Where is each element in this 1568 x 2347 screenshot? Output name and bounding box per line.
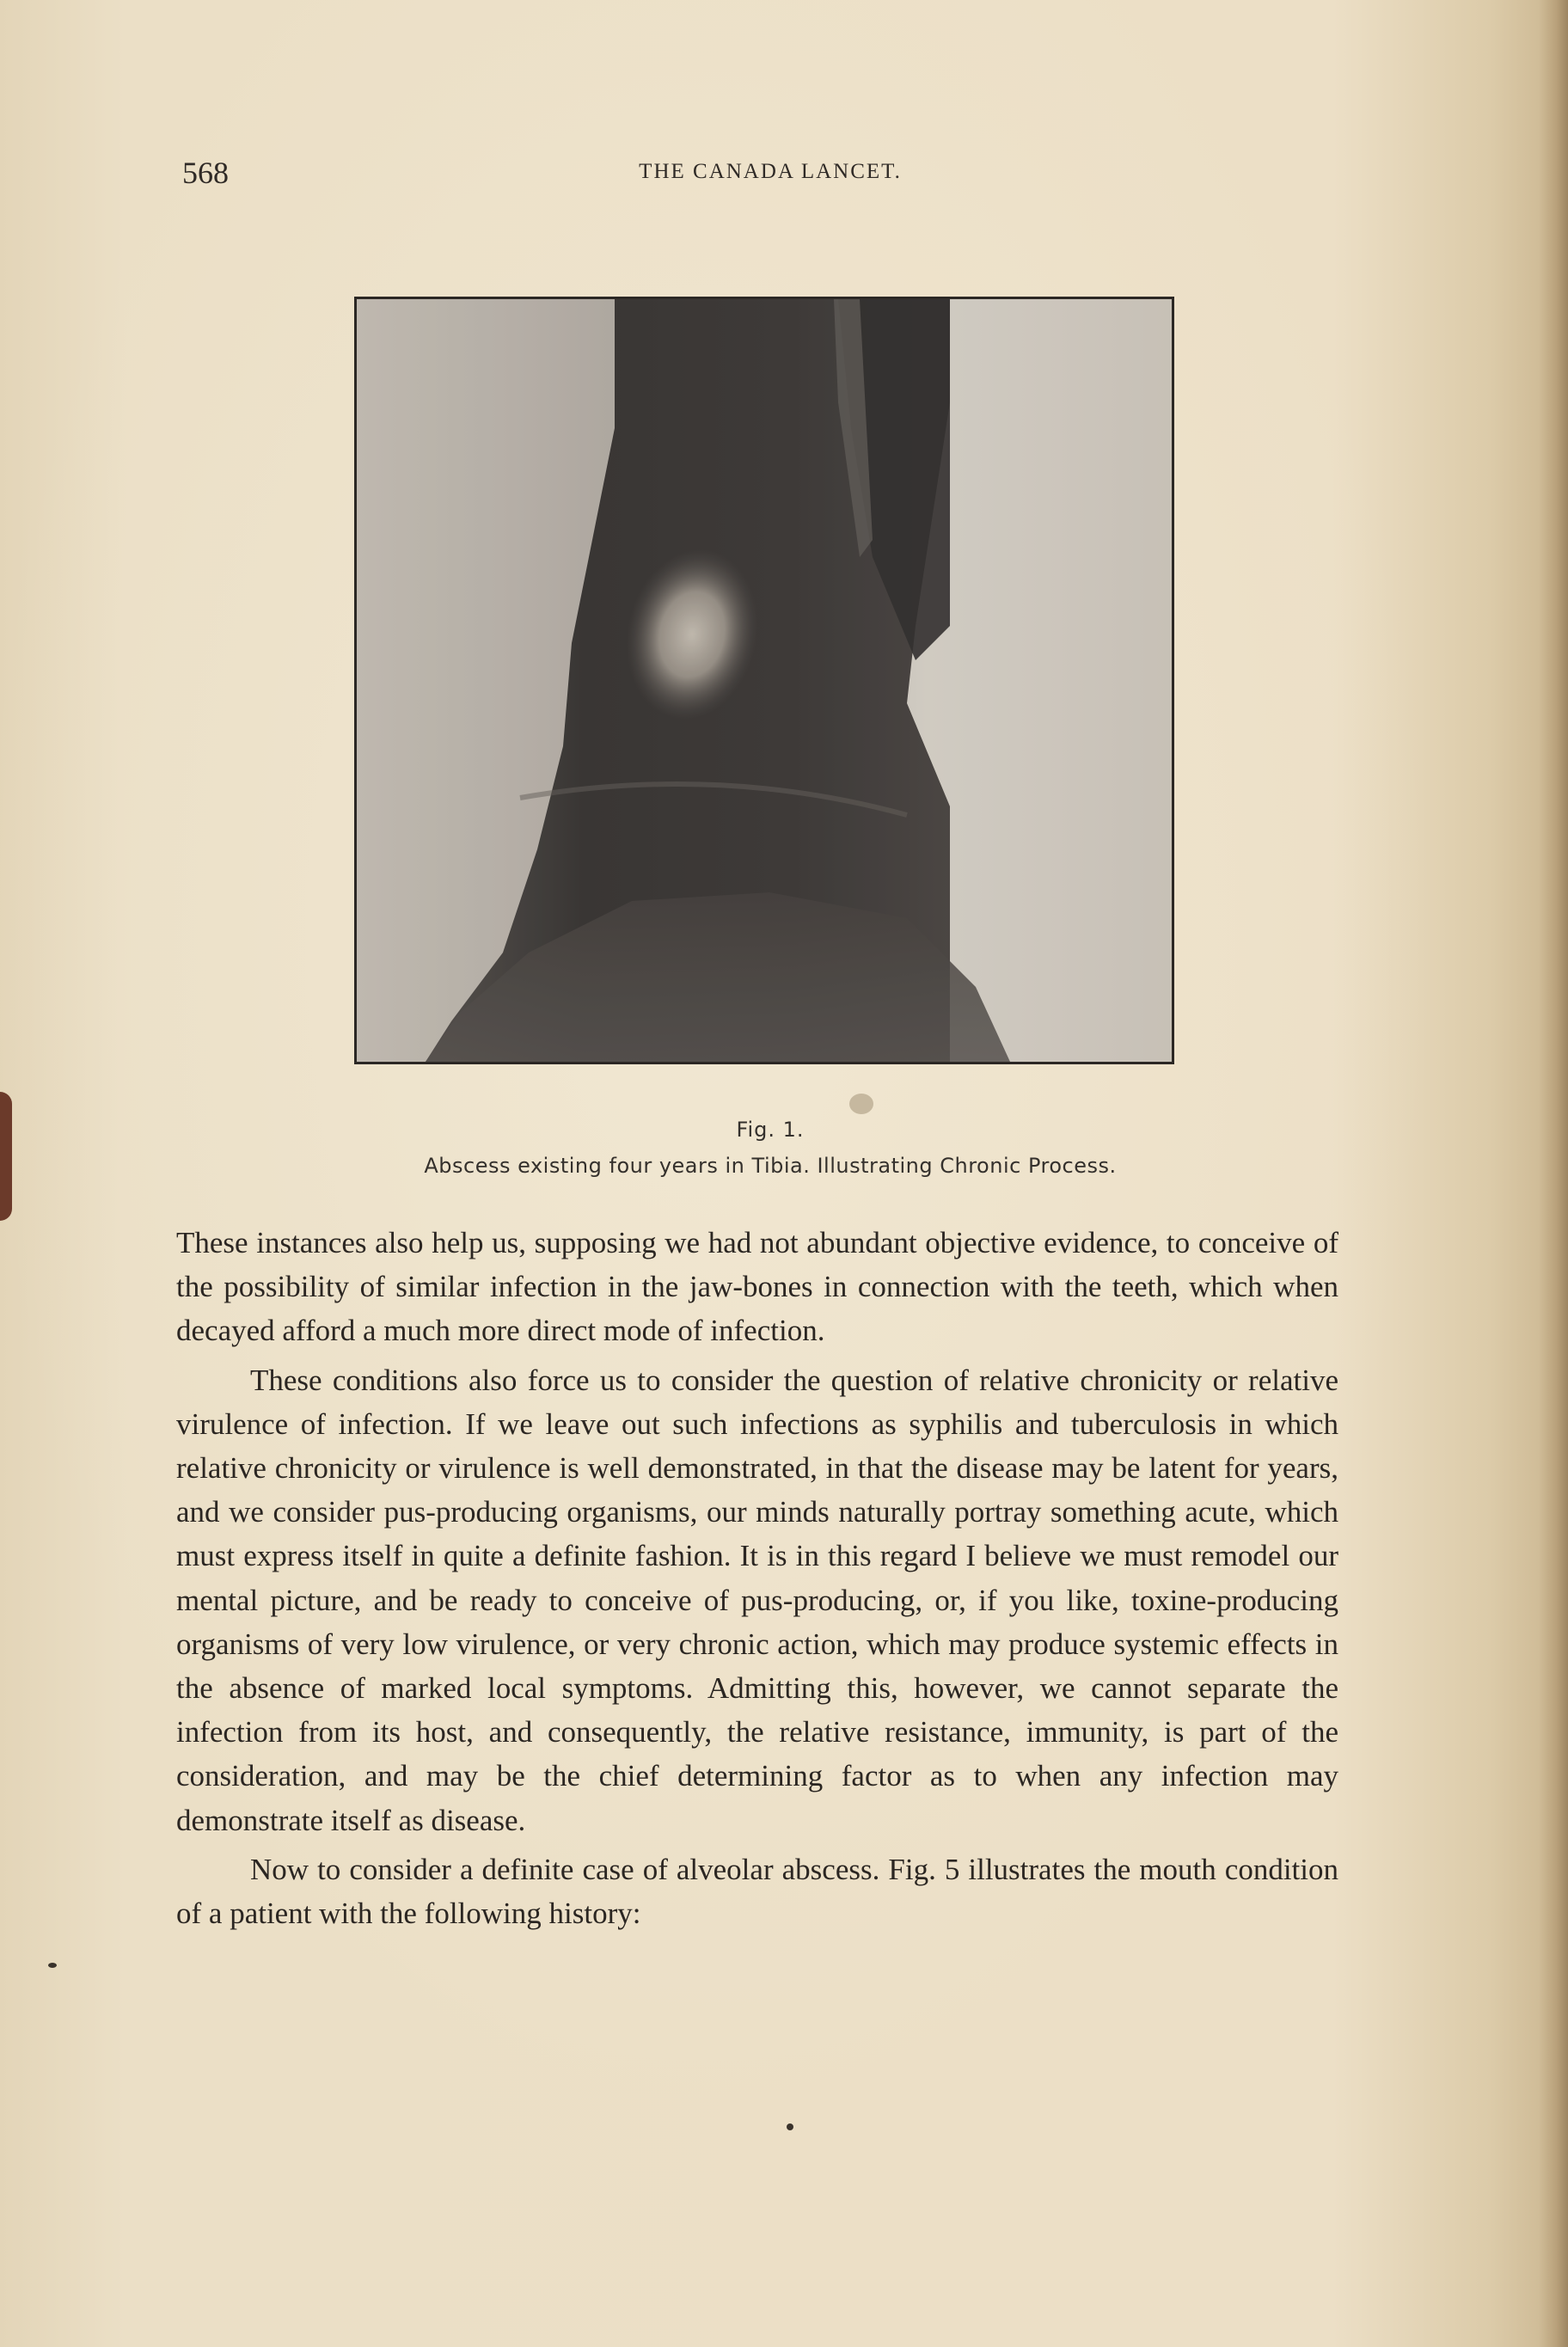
figure-number: Fig. 1. <box>736 1118 805 1142</box>
paper-speck <box>787 2123 793 2130</box>
paper-stain <box>849 1094 873 1114</box>
paragraph: These conditions also force us to consider the question of relative chronicity or relative virulence of infection. If we leave out such infections as syphilis and tuberculosis in which relative chronicity or virulence is well demonstrated, in that the disease may be latent for years, and we consider pus-producing organisms, our minds naturally portray something acute, which must express itself in quite a definite fashion. It is in this regard I believe we must remodel our mental picture, and be ready to conceive of pus-producing, or, if you like, toxine-producing organisms of very low virulence, or very chronic action, which may produce systemic effects in the absence of marked local symptoms. Admitting this, however, we cannot separate the infection from its host, and consequently, the relative resistance, immunity, is part of the consideration, and may be the chief determining factor as to when any infection may demonstrate itself as disease. <box>176 1363 1338 1837</box>
page-binding-edge <box>1539 0 1568 2347</box>
page-header <box>182 155 1358 198</box>
figure-xray <box>354 297 1174 1064</box>
body-text <box>176 1221 1338 1940</box>
paper-speck <box>48 1963 57 1968</box>
running-head: THE CANADA LANCET. <box>639 160 902 183</box>
figure-caption: Abscess existing four years in Tibia. Illustrating Chronic Process. <box>424 1154 1117 1178</box>
paragraph: These instances also help us, supposing we had not abundant objective evidence, to conceive of the possibility of similar infection in the jaw-bones in connection with the teeth, which when decayed afford a much more direct mode of infection. <box>176 1226 1338 1348</box>
page-number: 568 <box>182 156 229 190</box>
paragraph: Now to consider a definite case of alveolar abscess. Fig. 5 illustrates the mouth condition of a patient with the following history: <box>176 1852 1338 1931</box>
xray-image <box>357 299 1172 1062</box>
page-edge-mark <box>0 1092 12 1221</box>
